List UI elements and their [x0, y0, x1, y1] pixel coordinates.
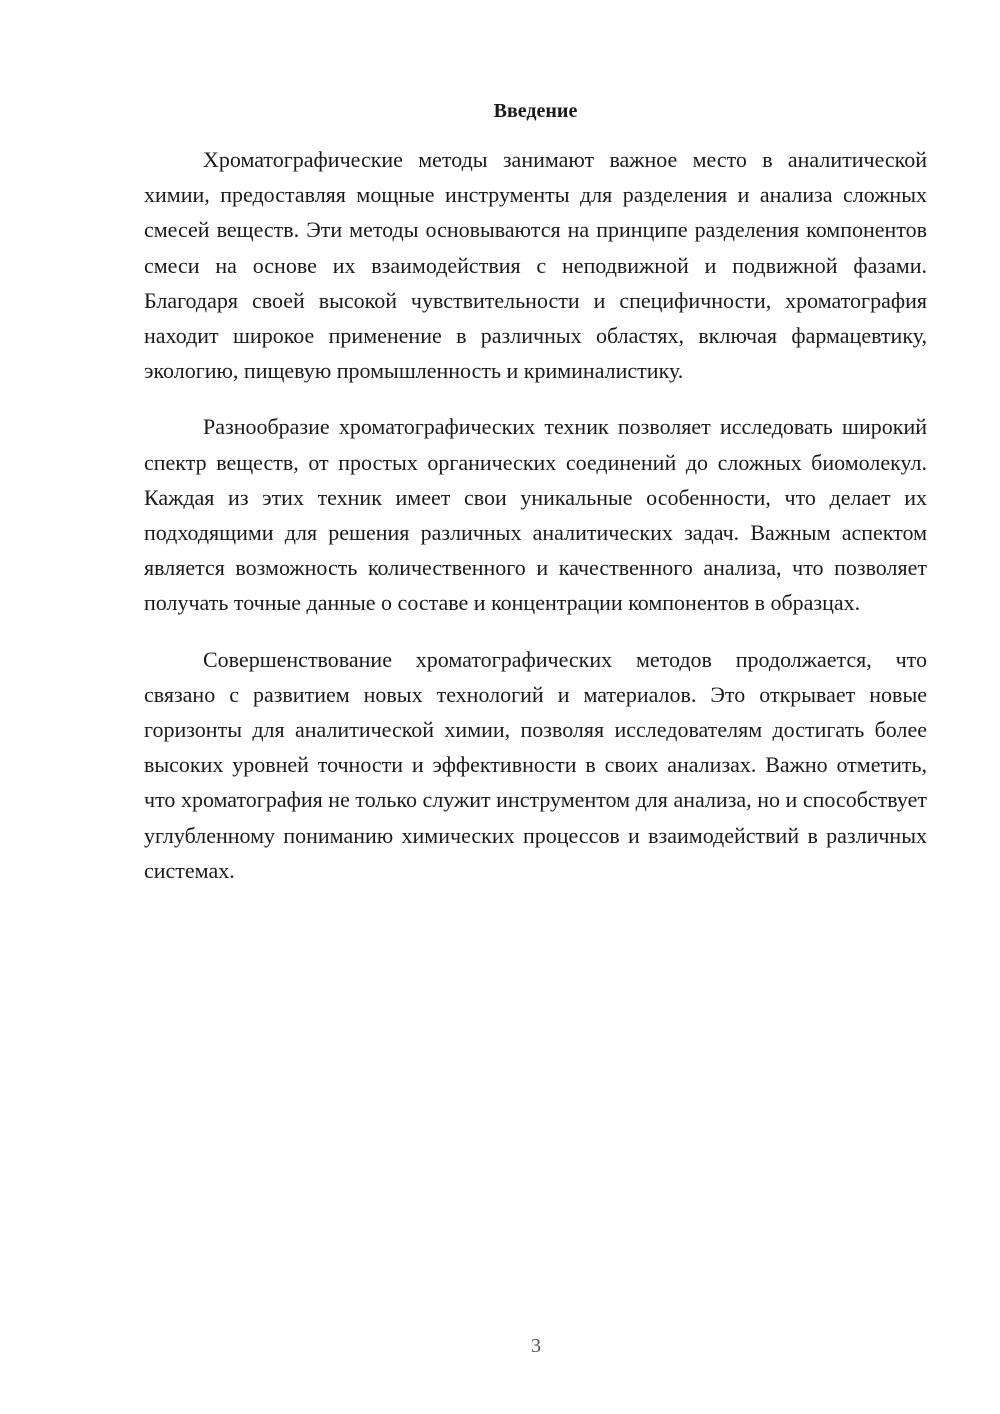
page-number: 3 — [531, 1335, 541, 1357]
paragraph-3: Совершенствование хроматографических методов продолжается, что связано с развитием новых технологий и материалов. Это открывает новые горизонты для аналитической химии, позволяя исследователям достигать более высоких уровней точности и эффективности в своих анализах. Важно отметить, что хроматография не только служит инструментом для анализа, но и способствует углубленному пониманию химических процессов и взаимодействий в различных системах. — [144, 646, 927, 883]
page-title: Введение — [493, 100, 578, 122]
paragraph-2: Разнообразие хроматографических техник позволяет исследовать широкий спектр веществ, от простых органических соединений до сложных биомолекул. Каждая из этих техник имеет свои уникальные особенности, что делает их подходящими для решения различных аналитических задач. Важным аспектом является возможность количественного и качественного анализа, что позволяет получать точные данные о составе и концентрации компонентов в образцах. — [144, 414, 927, 616]
body-text — [144, 142, 927, 909]
paragraph-1: Хроматографические методы занимают важное место в аналитической химии, предоставляя мощные инструменты для разделения и анализа сложных смесей веществ. Эти методы основываются на принципе разделения компонентов смеси на основе их взаимодействия с неподвижной и подвижной фазами. Благодаря своей высокой чувствительности и специфичности, хроматография находит широкое применение в различных областях, включая фармацевтику, экологию, пищевую промышленность и криминалистику. — [144, 147, 927, 384]
